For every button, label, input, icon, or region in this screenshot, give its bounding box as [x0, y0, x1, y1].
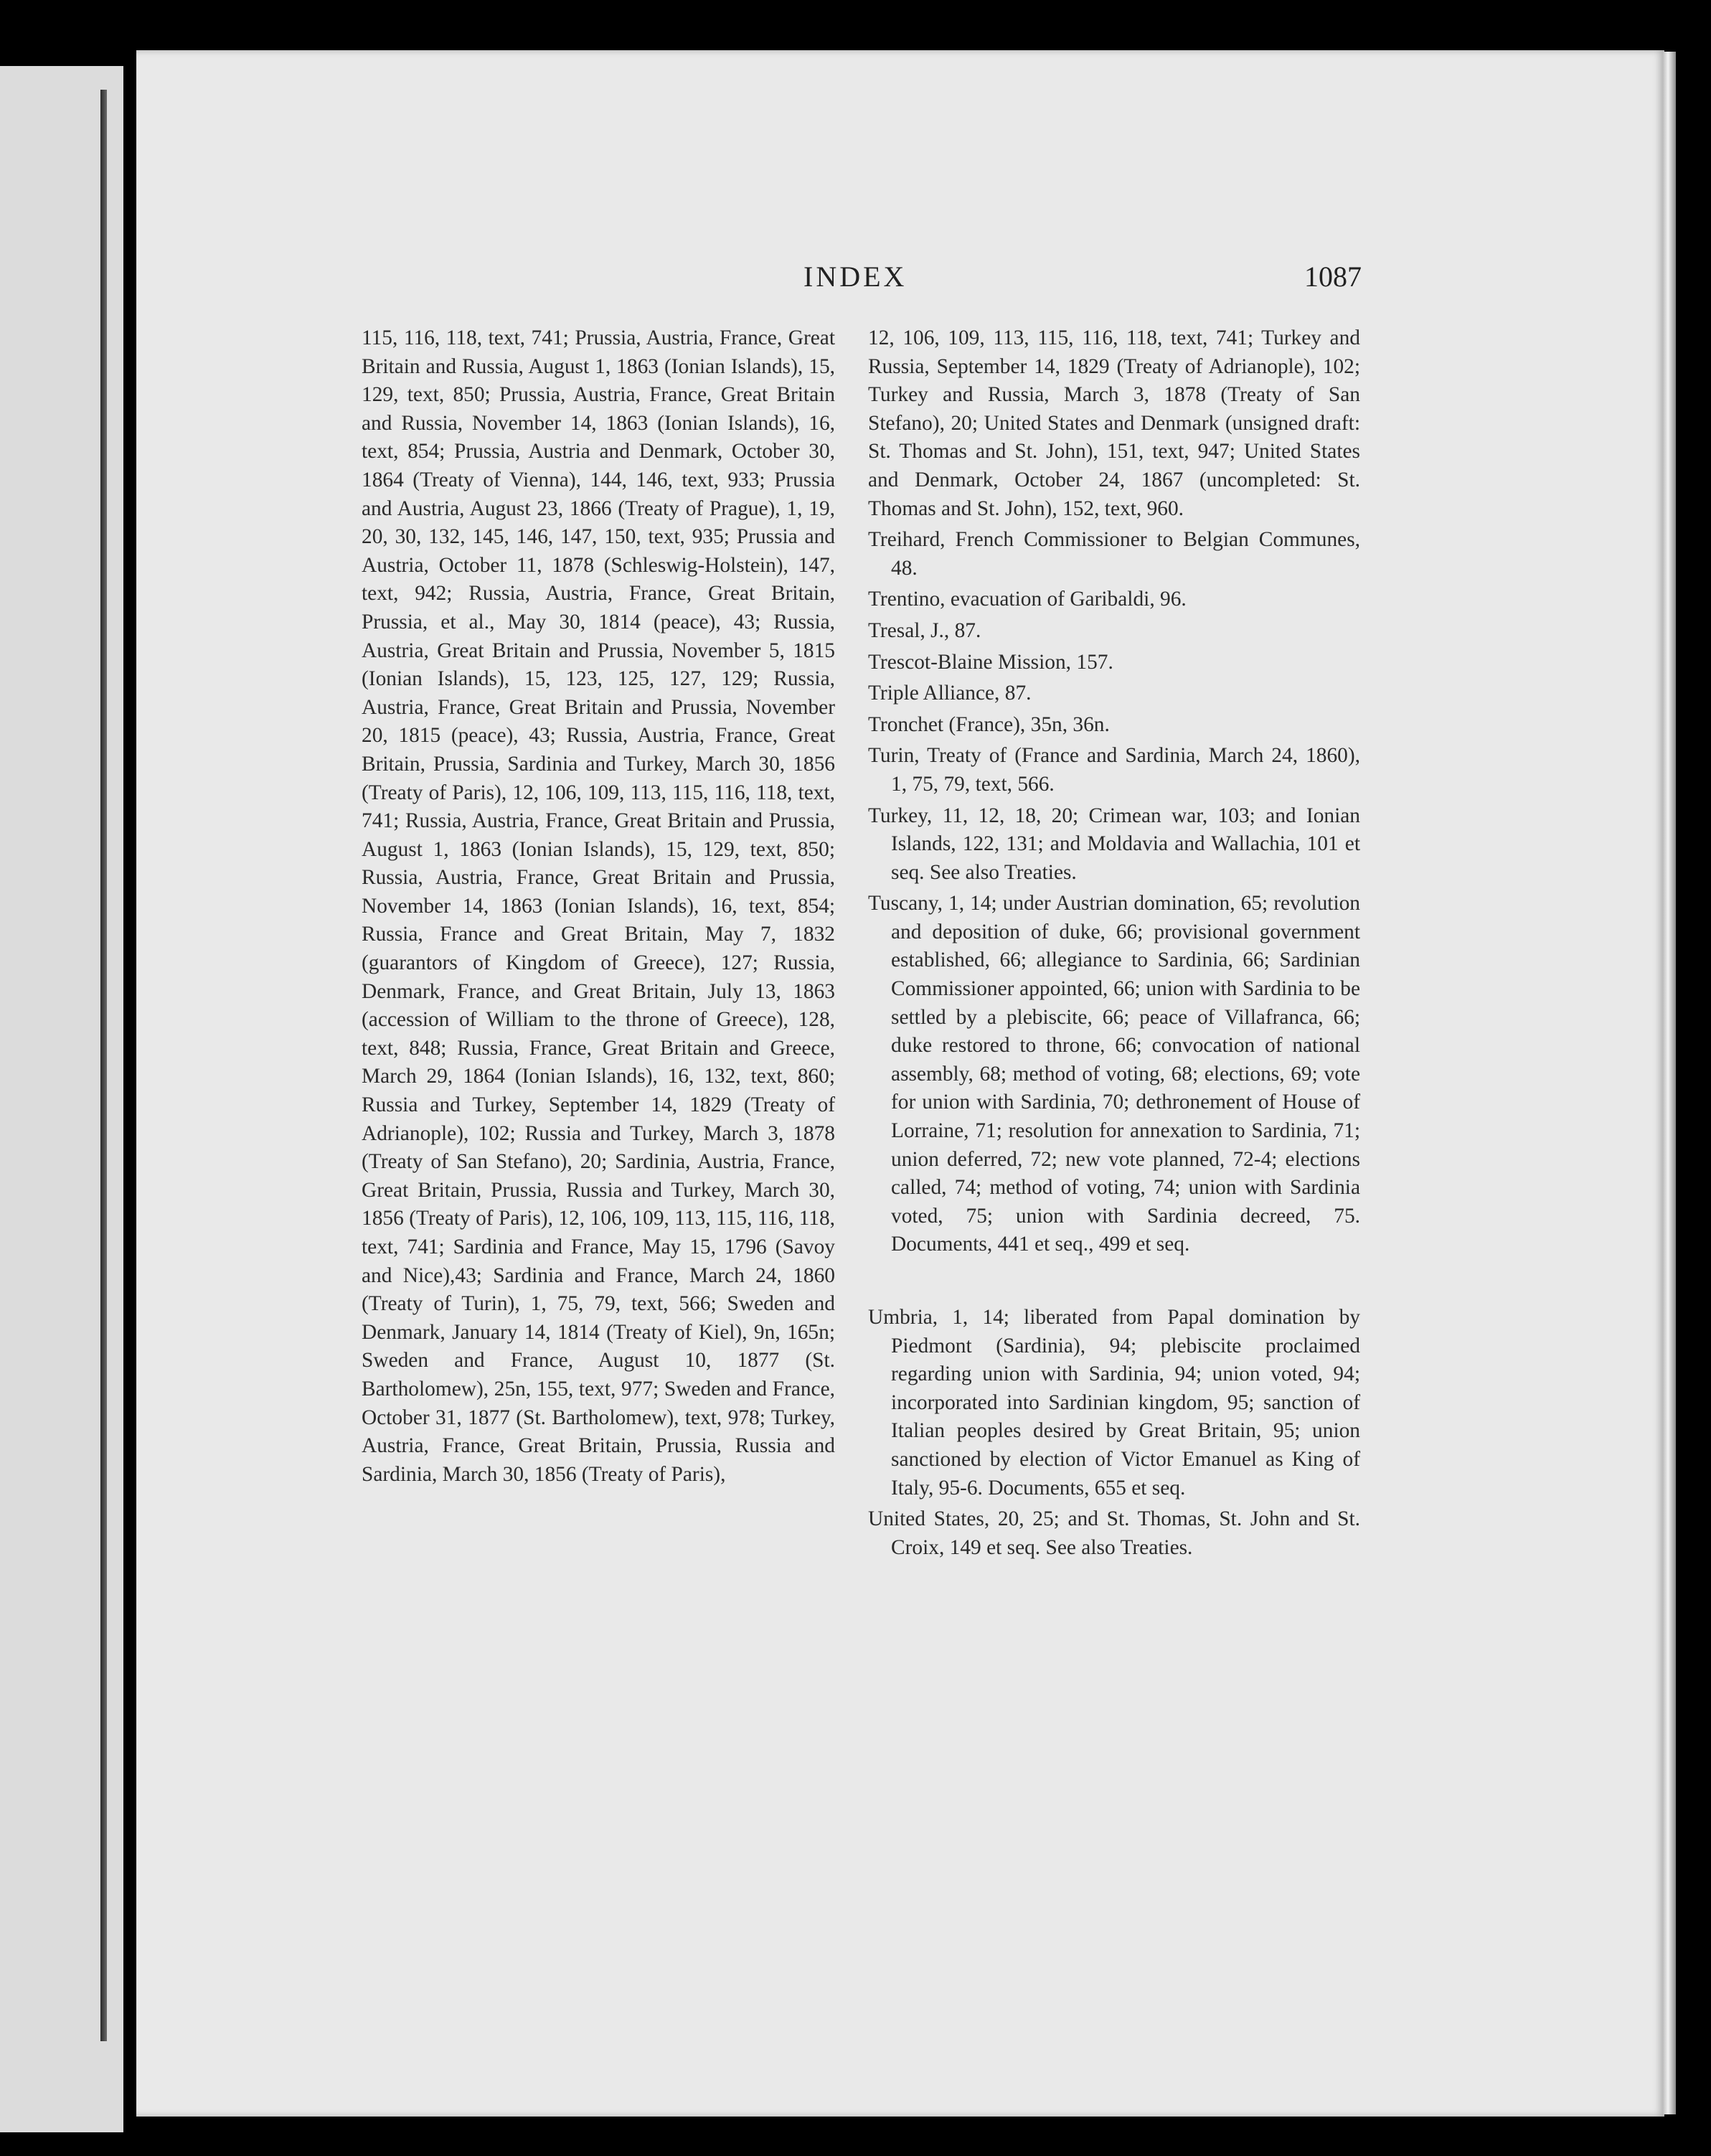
index-entry-united-states: United States, 20, 25; and St. Thomas, St. John and St. Croix, 149 et seq. See also Treaties. [868, 1507, 1360, 1559]
index-entry-turkey: Turkey, 11, 12, 18, 20; Crimean war, 103; and Ionian Islands, 122, 131; and Moldavia and Wallachia, 101 et seq. See also Treaties. [868, 804, 1360, 884]
index-entry-trentino: Trentino, evacuation of Garibaldi, 96. [868, 588, 1187, 611]
page-fore-edge [1663, 52, 1676, 2114]
index-entry-umbria: Umbria, 1, 14; liberated from Papal domination by Piedmont (Sardinia), 94; plebiscite proclaimed regarding union with Sardinia, 94; union voted, 94; incorporated into Sardinian kingdom, 95; sanction of Italian peoples desired by Great Britain, 95; union sanctioned by election of Victor Emanuel as King of Italy, 95-6. Documents, 655 et seq. [868, 1306, 1360, 1500]
right-column [868, 324, 1360, 1565]
left-column [362, 324, 835, 1492]
book-spine-shadow [100, 90, 107, 2041]
index-entry-tronchet: Tronchet (France), 35n, 36n. [868, 712, 1110, 736]
index-entry-triple-alliance: Triple Alliance, 87. [868, 682, 1032, 705]
index-entry-trescot-blaine: Trescot-Blaine Mission, 157. [868, 650, 1113, 674]
index-entry-continuation: 115, 116, 118, text, 741; Prussia, Austria, France, Great Britain and Russia, August 1, 1863 (Ionian Islands), 15, 129, text, 850; Prussia, Austria, France, Great Britain and Russia, November 14, 1863 (Ionian Islands), 16, text, 854; Prussia, Austria and Denmark, October 30, 1864 (Treaty of Vienna), 144, 146, text, 933; Prussia and Austria, August 23, 1866 (Treaty of Prague), 1, 19, 20, 30, 132, 145, 146, 147, 150, text, 935; Prussia and Austria, October 11, 1878 (Schleswig-Holstein), 147, text, 942; Russia, Austria, France, Great Britain, Prussia, et al., May 30, 1814 (peace), 43; Russia, Austria, Great Britain and Prussia, November 5, 1815 (Ionian Islands), 15, 123, 125, 127, 129; Russia, Austria, France, Great Britain and Prussia, November 20, 1815 (peace), 43; Russia, Austria, France, Great Britain, Prussia, Sardinia and Turkey, March 30, 1856 (Treaty of Paris), 12, 106, 109, 113, 115, 116, 118, text, 741; Russia, Austria, France, Great Britain and Prussia, August 1, 1863 (Ionian Islands), 15, 129, text, 850; Russia, Austria, France, Great Britain and Prussia, November 14, 1863 (Ionian Islands), 16, text, 854; Russia, France and Great Britain, May 7, 1832 (guarantors of Kingdom of Greece), 127; Russia, Denmark, France, and Great Britain, July 13, 1863 (accession of William to the throne of Greece), 128, text, 848; Russia, France, Great Britain and Greece, March 29, 1864 (Ionian Islands), 16, 132, text, 860; Russia and Turkey, September 14, 1829 (Treaty of Adrianople), 102; Russia and Turkey, March 3, 1878 (Treaty of San Stefano), 20; Sardinia, Austria, France, Great Britain, Prussia, Russia and Turkey, March 30, 1856 (Treaty of Paris), 12, 106, 109, 113, 115, 116, 118, text, 741; Sardinia and France, May 15, 1796 (Savoy and Nice),43; Sardinia and France, March 24, 1860 (Treaty of Turin), 1, 75, 79, text, 566; Sweden and Denmark, January 14, 1814 (Treaty of Kiel), 9n, 165n; Sweden and France, August 10, 1877 (St. Bartholomew), 25n, 155, text, 977; Sweden and France, October 31, 1877 (St. Bartholomew), text, 978; Turkey, Austria, France, Great Britain, Prussia, Russia and Sardinia, March 30, 1856 (Treaty of Paris), [362, 326, 835, 1486]
page-number: 1087 [1304, 260, 1362, 293]
index-entry-tresal: Tresal, J., 87. [868, 618, 981, 642]
index-entry-continuation: 12, 106, 109, 113, 115, 116, 118, text, 741; Turkey and Russia, September 14, 1829 (Treaty of Adrianople), 102; Turkey and Russia, March 3, 1878 (Treaty of San Stefano), 20; United States and Denmark (unsigned draft: St. Thomas and St. John), 151, text, 947; United States and Denmark, October 24, 1867 (uncompleted: St. Thomas and St. John), 152, text, 960. [868, 326, 1360, 520]
index-entry-turin: Turin, Treaty of (France and Sardinia, March 24, 1860), 1, 75, 79, text, 566. [868, 744, 1360, 796]
index-entry-tuscany: Tuscany, 1, 14; under Austrian domination, 65; revolution and deposition of duke, 66; provisional government established, 66; allegiance to Sardinia, 66; Sardinian Commissioner appointed, 66; union with Sardinia to be settled by a plebiscite, 66; peace of Villafranca, 66; duke restored to throne, 66; convocation of national assembly, 68; method of voting, 68; elections, 69; vote for union with Sardinia, 70; dethronement of House of Lorraine, 71; resolution for annexation to Sardinia, 71; union deferred, 72; new vote planned, 72-4; elections called, 74; method of voting, 74; union with Sardinia voted, 75; union with Sardinia decreed, 75. Documents, 441 et seq., 499 et seq. [868, 892, 1360, 1256]
running-head-title: INDEX [803, 260, 908, 293]
index-entry-treihard: Treihard, French Commissioner to Belgian Communes, 48. [868, 528, 1360, 580]
